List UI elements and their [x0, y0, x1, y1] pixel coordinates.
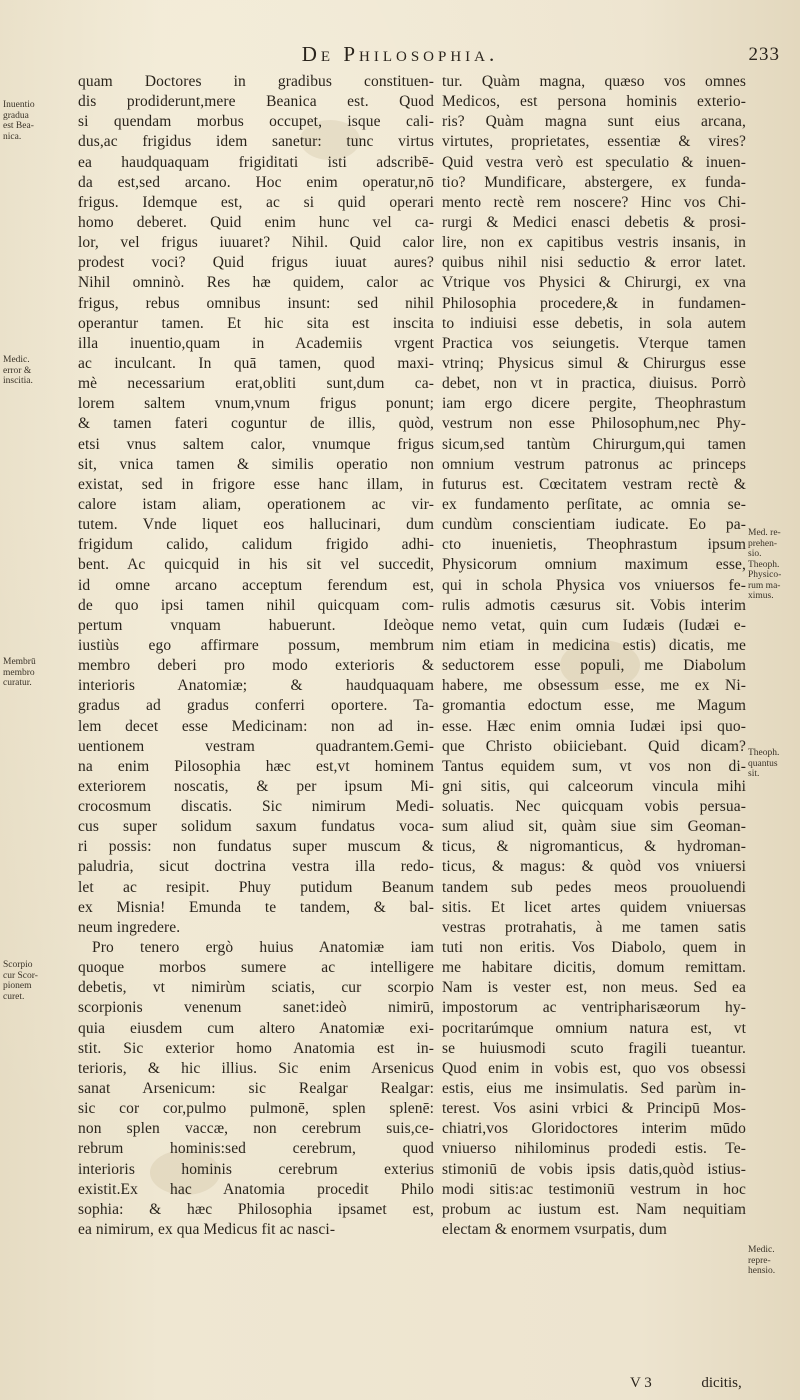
text-line: estis, eius me insimulatis. Sed parùm in-: [442, 1080, 746, 1098]
text-line: gni sitis, qui calceorum vincula mihi: [442, 777, 746, 795]
text-line: stimoniū de vobis ipsis datis,quòd istius-: [442, 1160, 746, 1178]
text-line: Nihil omninò. Res hæ quidem, calor ac: [78, 274, 434, 292]
text-line: tutem. Vnde liquet eos hallucinari, dum: [78, 516, 434, 534]
text-line: quoque morbos sumere ac intelligere: [78, 959, 434, 977]
margin-note-scorpio: Scorpio cur Scor- pionem curet.: [3, 960, 38, 1002]
text-line: Quod enim in vobis est, quo vos obsessi: [442, 1059, 746, 1077]
text-line: scorpionis venenum sanet:ideò nimirū,: [78, 999, 434, 1017]
signature-mark: V 3: [630, 1375, 652, 1391]
text-line: Medicos, est persona hominis exterio-: [442, 93, 746, 111]
text-line: mento rectè rem noscere? Hinc vos Chi-: [442, 193, 746, 211]
text-line: ri possis: non fundatus super muscum &: [78, 838, 434, 856]
text-line: Pro tenero ergò huius Anatomiæ iam: [92, 939, 434, 957]
text-line: Physicorum omnium maximum esse,: [442, 556, 746, 574]
left-text-column: [78, 72, 434, 1240]
margin-note-theoph-physicorum: Med. re- prehen- sio. Theoph. Physico- rum ma- ximus.: [748, 528, 782, 601]
margin-note-theoph-quantus: Theoph. quantus sit.: [748, 748, 780, 779]
signature-line: [630, 1375, 742, 1392]
text-line: to indiuisi esse debetis, in sola autem: [442, 314, 746, 332]
text-line: interioris hominis cerebrum exterius: [78, 1160, 434, 1178]
text-line: terioris, & hic illius. Sic enim Arsenicus: [78, 1059, 434, 1077]
text-line: ac inculcant. In quā tamen, quod maxi-: [78, 354, 434, 372]
text-line: pertum vnquam habuerunt. Ideòque: [78, 616, 434, 634]
text-line: cus super solidum saxum fundatus voca-: [78, 818, 434, 836]
text-line: illa inuentio,quam in Academiis vrgent: [78, 334, 434, 352]
text-line: etsi vnus saltem calor, vnumque frigus: [78, 435, 434, 453]
margin-note-medic-reprehensio: Medic. repre- hensio.: [748, 1245, 776, 1276]
text-line: ea nimirum, ex qua Medicus fit ac nasci-: [78, 1221, 336, 1239]
text-line: vtrinq; Physicus simul & Chirurgus esse: [442, 354, 746, 372]
text-line: na enim Pilosophia hæc est,vt hominem: [78, 757, 434, 775]
text-line: uentionem vestram quadrantem.Gemi-: [78, 737, 434, 755]
text-line: sum aliud sit, quàm siue sim Geoman-: [442, 818, 746, 836]
text-line: dis prodiderunt,mere Beanica est. Quod: [78, 93, 434, 111]
text-line: Philosophia procedere,& in fundamen-: [442, 294, 746, 312]
text-line: tuti non eritis. Vos Diabolo, quem in: [442, 939, 746, 957]
text-line: habere, me obsessum esse, me ex Ni-: [442, 677, 746, 695]
catchword: dicitis,: [701, 1375, 742, 1391]
text-line: sicum,sed tantùm Chirurgum,qui tamen: [442, 435, 746, 453]
text-line: ea haudquaquam frigiditati isti adscribē-: [78, 153, 434, 171]
text-line: calore istam aliam, operationem ac vir-: [78, 495, 434, 513]
text-line: quia eiusdem cum altero Anatomiæ exi-: [78, 1019, 434, 1037]
text-line: tio? Mundificare, abstergere, ex funda-: [442, 173, 746, 191]
text-line: sanat Arsenicum: sic Realgar Realgar:: [78, 1080, 434, 1098]
text-line: debet, non vt in practica, diuisus. Porrò: [442, 375, 746, 393]
text-line: homo deberet. Quid enim hunc vel ca-: [78, 213, 434, 231]
text-line: si quendam morbus occupet, isque cali-: [78, 113, 434, 131]
text-line: ex Misnia! Emunda te tandem, & bal-: [78, 898, 434, 916]
text-line: rulis admotis cæsurus sit. Vobis interim: [442, 596, 746, 614]
text-line: qui in schola Physica vos vniuersos fe-: [442, 576, 746, 594]
text-line: tandem sub pedes meos prouoluendi: [442, 878, 746, 896]
text-line: crocosmum discatis. Sic nimirum Medi-: [78, 798, 434, 816]
text-line: neum ingredere.: [78, 918, 181, 936]
text-line: bent. Ac quicquid in his sit vel succedit,: [78, 556, 434, 574]
text-line: futurus est. Cœcitatem vestram rectè &: [442, 475, 746, 493]
text-line: frigus. Idemque est, ac si quid operari: [78, 193, 434, 211]
running-head: [0, 42, 800, 72]
text-line: seductorem esse populi, me Diabolum: [442, 657, 746, 675]
text-line: sitis. Et licet artes quidem vniuersas: [442, 898, 746, 916]
right-text-column: [442, 72, 746, 1240]
text-line: cundùm conscientiam iudicate. Eo pa-: [442, 516, 746, 534]
text-line: que Christo obiiciebant. Quid dicam?: [442, 737, 746, 755]
text-line: gradus ad gradus conferri oportere. Ta-: [78, 697, 434, 715]
text-line: gromantia edoctum esse, me Magum: [442, 697, 746, 715]
text-line: ticus, & nigromanticus, & hydroman-: [442, 838, 746, 856]
text-line: & tamen fateri coguntur de illis, quòd,: [78, 415, 434, 433]
text-line: quam Doctores in gradibus constituen-: [78, 73, 434, 90]
text-line: me habitare dicitis, domum remittam.: [442, 959, 746, 977]
text-line: se huiusmodi scuto fragili tueantur.: [442, 1039, 746, 1057]
text-line: ticus, & magus: & quòd vos vniuersi: [442, 858, 746, 876]
text-line: sit, vnica tamen & similis operatio non: [78, 455, 434, 473]
text-line: ex fundamento perſitate, ac omnia se-: [442, 495, 746, 513]
text-line: exteriorem noscatis, & per ipsum Mi-: [78, 777, 434, 795]
text-line: omnium vestrum patronus ac princeps: [442, 455, 746, 473]
text-line: Nam is vester est, non meus. Sed ea: [442, 979, 746, 997]
text-line: ris? Quàm magna sunt eius arcana,: [442, 113, 746, 131]
text-line: vestras protrahatis, à me tamen satis: [442, 918, 746, 936]
text-line: interioris Anatomiæ; & haudquaquam: [78, 677, 434, 695]
text-line: nemo vetat, quin cum Iudæis (Iudæi e-: [442, 616, 746, 634]
text-line: prodest voci? Quid frigus iuuat aures?: [78, 254, 434, 272]
text-line: lem decet esse Medicinam: non ad in-: [78, 717, 434, 735]
text-line: membro deberi pro modo exterioris &: [78, 657, 434, 675]
text-line: lorem saltem vnum,vnum frigus ponunt;: [78, 395, 434, 413]
text-line: vniuerso nihilominus prodedi estis. Te-: [442, 1140, 746, 1158]
running-title: De Philosophia.: [301, 42, 499, 66]
text-line: iustiùs ego affirmare possum, membrum: [78, 636, 434, 654]
text-line: nim etiam in medicina estis) dicatis, me: [442, 636, 746, 654]
text-line: cto inuenietis, Theophrastum ipsum: [442, 536, 746, 554]
text-line: chiatri,vos Gloridoctores interim mūdo: [442, 1120, 746, 1138]
text-line: electam & enormem vsurpatis, dum: [442, 1221, 667, 1239]
text-line: operantur tamen. Et hic sita est inscita: [78, 314, 434, 332]
text-line: let ac resipit. Phuy putidum Beanum: [78, 878, 434, 896]
text-line: sophia: & hæc Philosophia ipsamet est,: [78, 1200, 434, 1218]
text-line: tur. Quàm magna, quæso vos omnes: [442, 73, 746, 90]
text-line: soluatis. Nec quicquam vobis persua-: [442, 798, 746, 816]
text-line: da est,sed arcano. Hoc enim operatur,nō: [78, 173, 434, 191]
text-line: existit.Ex hac Anatomia procedit Philo: [78, 1180, 434, 1198]
text-line: Practica vos seiungetis. Vterque tamen: [442, 334, 746, 352]
text-line: Tantus equidem sum, vt vos non di-: [442, 757, 746, 775]
text-line: paludria, sicut doctrina vestra illa redo-: [78, 858, 434, 876]
margin-note-membrum: Membrū membro curatur.: [3, 657, 36, 688]
margin-note-inuentio: Inuentio gradua est Bea- nica.: [3, 100, 35, 142]
text-line: stit. Sic exterior homo Anatomia est in-: [78, 1039, 434, 1057]
text-line: vestrum non esse Philosophum,nec Phy-: [442, 415, 746, 433]
text-line: existat, sed in frigore esse hanc illam, in: [78, 475, 434, 493]
text-line: probum ac iustum est. Nam nequitiam: [442, 1200, 746, 1218]
text-line: frigus, rebus omnibus insunt: sed nihil: [78, 294, 434, 312]
text-line: id omne arcano acceptum ferendum est,: [78, 576, 434, 594]
text-line: quibus nihil nisi seductio & error latet.: [442, 254, 746, 272]
text-line: iam ergo dicere pergite, Theophrastum: [442, 395, 746, 413]
page-number: 233: [748, 44, 780, 65]
text-line: mè necessarium erat,obliti sunt,dum ca-: [78, 375, 434, 393]
text-line: lire, non ex capitibus vestris insanis, in: [442, 234, 746, 252]
text-line: rebrum hominis:sed cerebrum, quod: [78, 1140, 434, 1158]
text-line: Vtrique vos Physici & Chirurgi, ex vna: [442, 274, 746, 292]
text-line: lor, vel frigus iuuaret? Nihil. Quid calor: [78, 234, 434, 252]
text-line: pocritarúmque omnium natura est, vt: [442, 1019, 746, 1037]
text-line: rurgi & Medici enasci debetis & prosi-: [442, 213, 746, 231]
margin-note-medic-error: Medic. error & inscitia.: [3, 355, 33, 386]
text-line: de quo ipsi tamen nihil quicquam com-: [78, 596, 434, 614]
text-line: Quid vestra verò est speculatio & inuen-: [442, 153, 746, 171]
text-line: virtutes, proprietates, essentiæ & vires?: [442, 133, 746, 151]
text-line: frigidum calido, calidum frigido adhi-: [78, 536, 434, 554]
text-line: sic cor cor,pulmo pulmonē, splen splenē:: [78, 1100, 434, 1118]
text-line: terest. Vos asini vrbici & Principū Mos-: [442, 1100, 746, 1118]
text-line: non splen vaccæ, non cerebrum suis,ce-: [78, 1120, 434, 1138]
text-line: modi sitis:ac testimoniū vestrum in hoc: [442, 1180, 746, 1198]
text-line: dus,ac frigidus idem sanetur: tunc virtus: [78, 133, 434, 151]
text-line: impostorum ac ventripharisæorum hy-: [442, 999, 746, 1017]
text-line: debetis, vt nimirùm sciatis, cur scorpio: [78, 979, 434, 997]
text-line: esse. Hæc enim omnia Iudæi ipsi quo-: [442, 717, 746, 735]
